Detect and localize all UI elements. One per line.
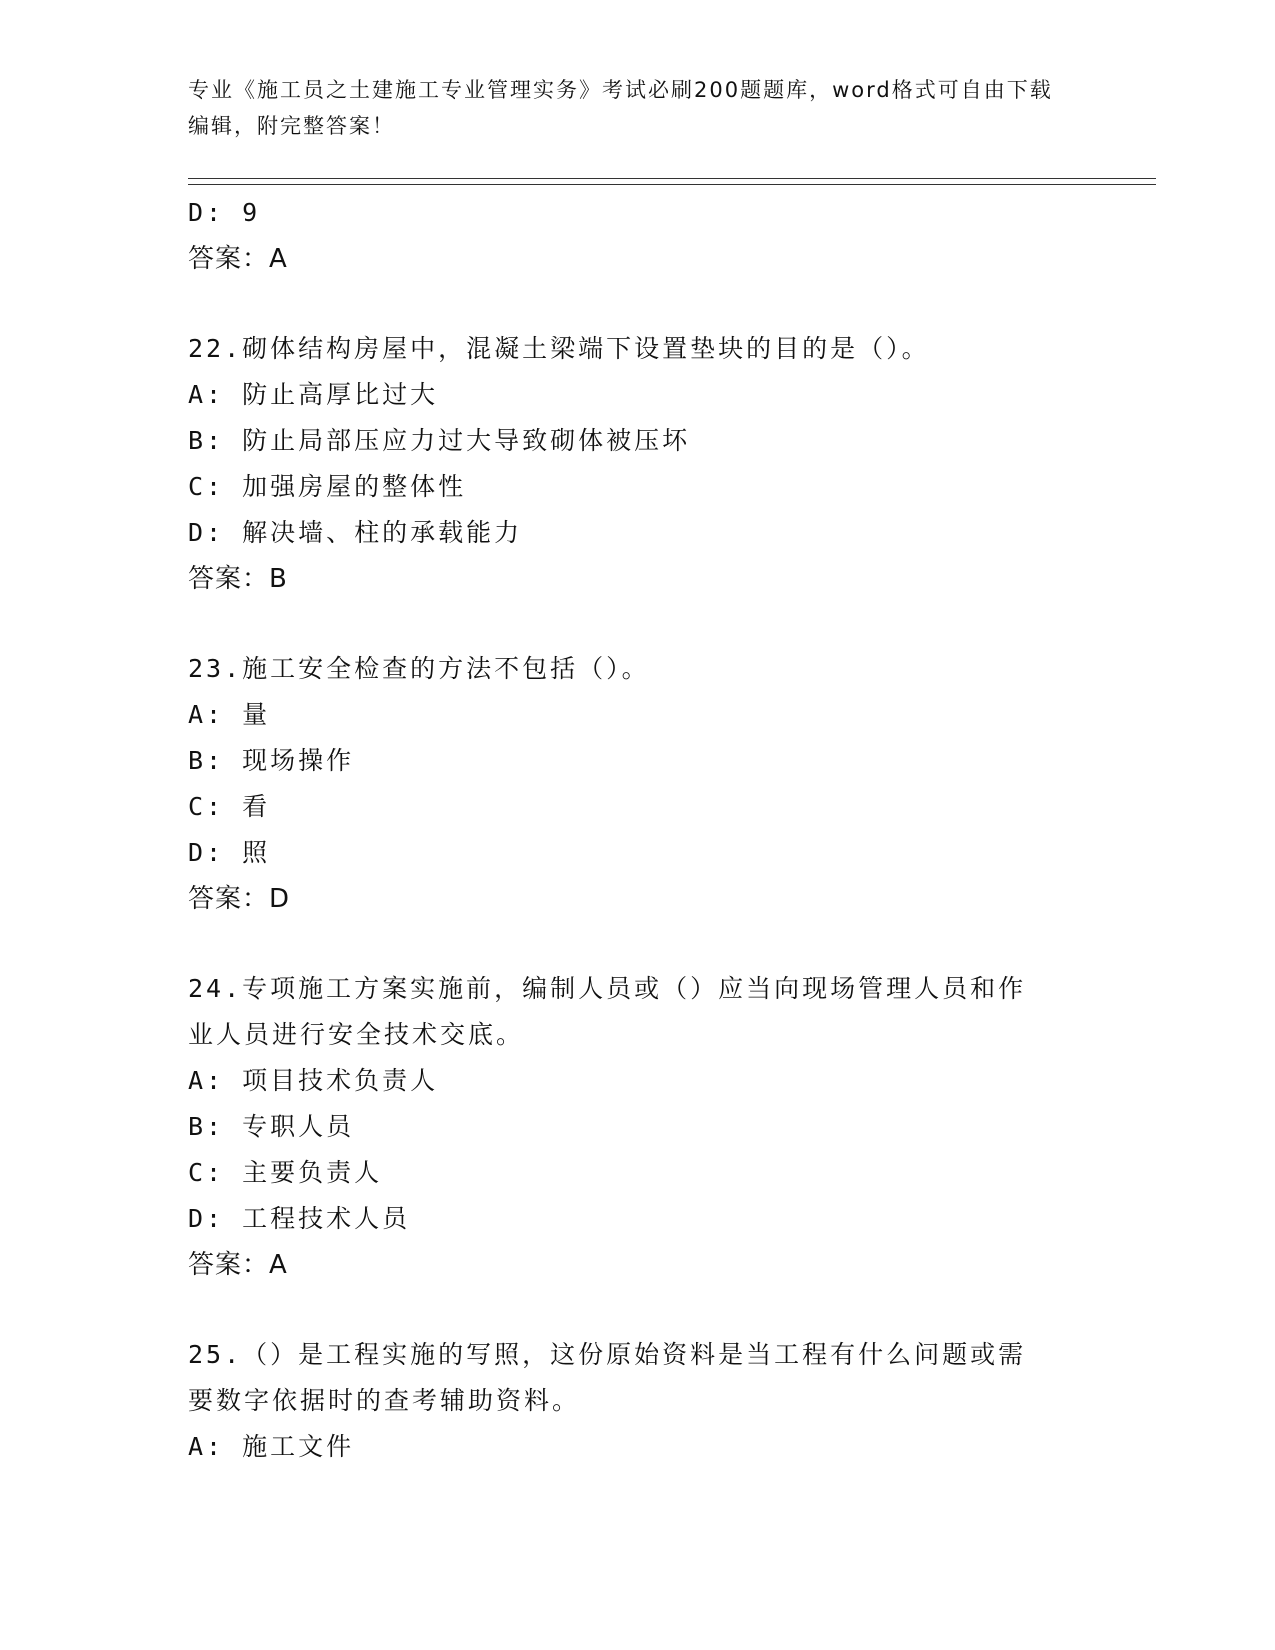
previous-question-tail: [188, 190, 1088, 282]
answer-line: 答案：D: [188, 884, 291, 914]
option-a: A: 项目技术负责人: [188, 1066, 439, 1095]
spacer: [188, 1288, 1088, 1332]
question-23: [188, 646, 1088, 922]
answer-line: 答案：A: [188, 1250, 288, 1280]
spacer: [188, 602, 1088, 646]
option-a: A: 施工文件: [188, 1432, 355, 1461]
option-b: B: 现场操作: [188, 746, 355, 775]
option-b: B: 防止局部压应力过大导致砌体被压坏: [188, 426, 691, 455]
document-header: 专业《施工员之土建施工专业管理实务》考试必刷200题题库，word格式可自由下载编辑，附完整答案！: [188, 78, 1053, 138]
option-d: D: 解决墙、柱的承载能力: [188, 518, 523, 547]
question-text: 22.砌体结构房屋中，混凝土梁端下设置垫块的目的是（）。: [188, 334, 930, 363]
question-text: 23.施工安全检查的方法不包括（）。: [188, 654, 650, 683]
header-rule-bottom: [188, 184, 1156, 185]
answer-line: 答案：B: [188, 564, 288, 594]
question-text: 24.专项施工方案实施前，编制人员或（）应当向现场管理人员和作业人员进行安全技术交底。: [188, 974, 1027, 1049]
question-content: [188, 190, 1088, 1470]
option-a: A: 量: [188, 700, 271, 729]
header-rule-top: [188, 178, 1156, 179]
spacer: [188, 922, 1088, 966]
option-d: D: 工程技术人员: [188, 1204, 411, 1233]
question-25: [188, 1332, 1088, 1470]
option-d: D: 照: [188, 838, 271, 867]
option-a: A: 防止高厚比过大: [188, 380, 439, 409]
spacer: [188, 282, 1088, 326]
option-c: C: 加强房屋的整体性: [188, 472, 467, 501]
answer-line: 答案：A: [188, 244, 288, 274]
option-b: B: 专职人员: [188, 1112, 355, 1141]
question-text: 25.（）是工程实施的写照，这份原始资料是当工程有什么问题或需要数字依据时的查考辅助资料。: [188, 1340, 1027, 1415]
option-c: C: 主要负责人: [188, 1158, 383, 1187]
question-24: [188, 966, 1088, 1288]
question-22: [188, 326, 1088, 602]
option-c: C: 看: [188, 792, 271, 821]
option-d: D: 9: [188, 198, 261, 227]
